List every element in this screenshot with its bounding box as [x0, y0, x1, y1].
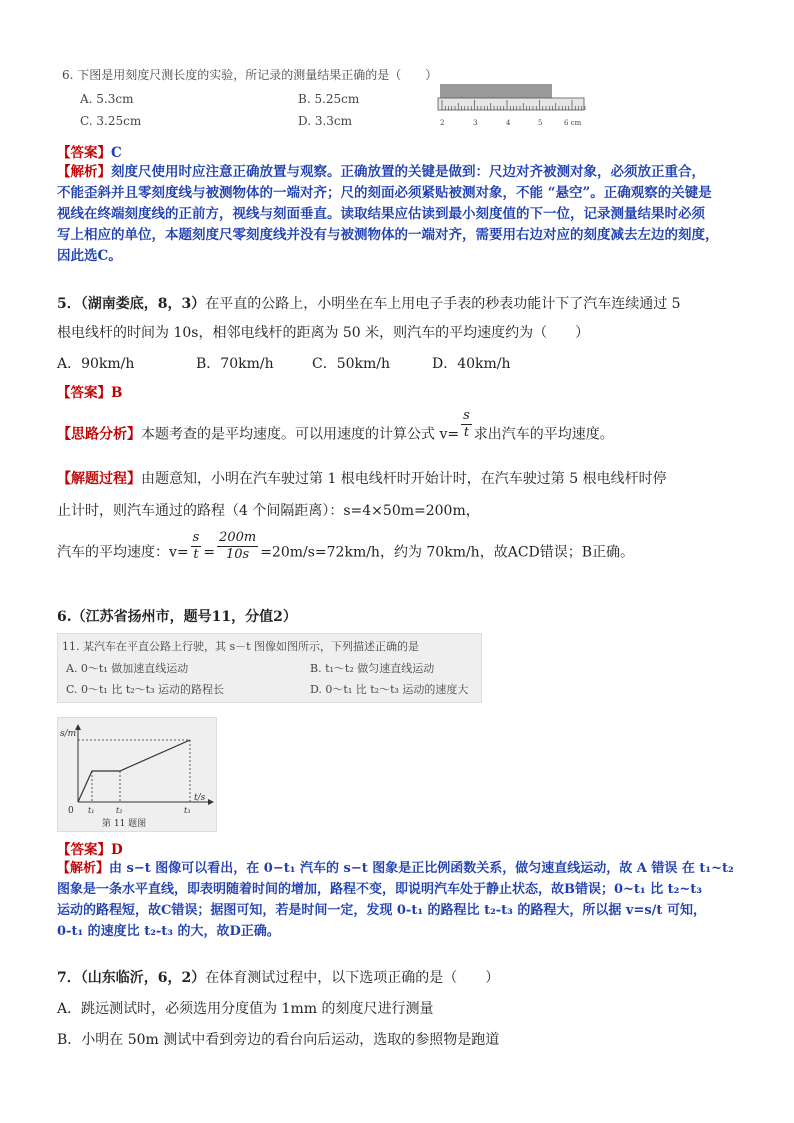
speed-suffix: =20m/s=72km/h，约为 70km/h，故ACD错误；B正确。 [260, 544, 635, 561]
x-axis-arrow-icon [208, 799, 214, 805]
q-prev-option-c: C. 3.25cm [80, 114, 142, 128]
q5-option-d: D．40km/h [432, 356, 511, 372]
answer-value: D [111, 842, 123, 858]
q7-option-a: A．跳远测试时，必须选用分度值为 1mm 的刻度尺进行测量 [57, 1001, 434, 1017]
q6-scan-box [57, 633, 482, 703]
measured-object [440, 84, 552, 98]
answer-value: C [111, 145, 122, 161]
q7-stem [57, 967, 757, 989]
y-axis-label: s/m [60, 729, 77, 739]
answer-label: 【答案】 [57, 145, 111, 161]
fraction-denominator: t [193, 547, 199, 562]
ruler-tick-label: 6 cm [564, 119, 582, 127]
idea-text: 本题考查的是平均速度。可以用速度的计算公式 v= [141, 426, 460, 443]
analysis-label: 【解析】 [57, 164, 111, 180]
ruler-tick-label: 2 [440, 119, 445, 127]
analysis-line: 视线在终端刻度线的正前方，视线与刻面垂直。读取结果应估读到最小刻度值的下一位，记录测量结果时必须 [57, 206, 705, 222]
idea-label: 【思路分析】 [57, 426, 141, 443]
tick-t1: t₁ [88, 806, 95, 815]
fraction-200m-10s [217, 530, 258, 563]
q6-scan-option-b: B. t₁～t₂ 做匀速直线运动 [310, 662, 435, 675]
analysis-label: 【解析】 [57, 861, 110, 876]
fraction-s-t [191, 530, 202, 563]
q5-stem-text: 在平直的公路上，小明坐在车上用电子手表的秒表功能计下了汽车连续通过 5 [205, 296, 681, 312]
q6-scan-option-a: A. 0～t₁ 做加速直线运动 [66, 662, 189, 675]
q5-stem-line2: 根电线杆的时间为 10s，相邻电线杆的距离为 50 米，则汽车的平均速度约为（ ） [57, 325, 590, 341]
tick-t2: t₂ [116, 806, 123, 815]
q-prev-stem: 6. 下图是用刻度尺测长度的实验，所记录的测量结果正确的是（ ） [62, 68, 438, 82]
q-prev-answer [57, 141, 122, 164]
q5-answer [57, 381, 122, 401]
answer-label: 【答案】 [57, 842, 111, 858]
q7-source: 7．（山东临沂，6，2） [57, 970, 206, 986]
ruler-tick-label: 3 [473, 119, 478, 127]
speed-prefix: 汽车的平均速度：v= [57, 544, 189, 561]
answer-label: 【答案】 [57, 385, 111, 401]
q5-option-a: A．90km/h [57, 356, 135, 372]
q5-option-c: C．50km/h [312, 356, 391, 372]
q5-stem-line1 [57, 293, 757, 315]
fraction-denominator: 10s [226, 547, 250, 562]
q6-scan-option-c: C. 0～t₁ 比 t₂～t₃ 运动的路程长 [66, 683, 224, 696]
analysis-line: 运动的路程短，故C错误；据图可知，若是时间一定，发现 0-t₁ 的路程比 t₂-t₃ 的路程大，所以据 v=s/t 可知， [57, 903, 706, 918]
q5-process-line1 [57, 468, 757, 490]
analysis-line: 写上相应的单位，本题刻度尺零刻度线并没有与被测物体的一端对齐，需要用右边对应的刻度减去左边的刻度， [57, 227, 719, 243]
analysis-line: 图象是一条水平直线，即表明随着时间的增加，路程不变，即说明汽车处于静止状态，故B错误；0~t₁ 比 t₂~t₃ [57, 882, 702, 897]
st-curve [78, 740, 190, 802]
fraction-numerator: s [192, 530, 200, 545]
q6-analysis [57, 858, 772, 942]
answer-value: B [111, 385, 123, 401]
q-prev-option-d: D. 3.3cm [298, 114, 353, 128]
q5-idea [57, 408, 757, 462]
q6-scan-stem: 11. 某汽车在平直公路上行驶，其 s－t 图像如图所示，下列描述正确的是 [62, 640, 420, 653]
graph-caption: 第 11 题图 [102, 819, 147, 829]
process-text: 由题意知，小明在汽车驶过第 1 根电线杆时开始计时，在汽车驶过第 5 根电线杆时停 [141, 471, 667, 487]
origin-label: 0 [68, 806, 74, 816]
q7-option-b: B．小明在 50m 测试中看到旁边的看台向后运动，选取的参照物是跑道 [57, 1032, 500, 1048]
q-prev-option-b: B. 5.25cm [298, 92, 360, 106]
q7-stem-text: 在体育测试过程中，以下选项正确的是（ ） [205, 970, 500, 986]
q5-option-b: B．70km/h [196, 356, 274, 372]
analysis-line: 因此选C。 [57, 248, 122, 264]
q6-scan-option-d: D. 0～t₁ 比 t₂～t₃ 运动的速度大 [310, 683, 469, 696]
ruler-figure [436, 80, 586, 130]
q5-process-line2: 止计时，则汽车通过的路程（4 个间隔距离）：s=4×50m=200m， [57, 503, 480, 519]
equals-sign: = [203, 544, 216, 561]
q-prev-option-a: A. 5.3cm [80, 92, 134, 106]
q-prev-analysis [57, 162, 757, 267]
tick-t3: t₃ [184, 806, 191, 815]
q6-source: 6.（江苏省扬州市，题号11，分值2） [57, 609, 297, 625]
formula-fraction [461, 408, 472, 441]
analysis-line: 0-t₁ 的速度比 t₂-t₃ 的大，故D正确。 [57, 924, 280, 939]
st-graph [58, 718, 216, 831]
q6-answer [57, 838, 123, 858]
idea-text-end: 求出汽车的平均速度。 [473, 426, 614, 443]
analysis-line: 由 s−t 图像可以看出，在 0−t₁ 汽车的 s−t 图象是正比例函数关系，做匀速直线运动，故 A 错误 在 t₁~t₂ [109, 861, 734, 876]
analysis-line: 刻度尺使用时应注意正确放置与观察。正确放置的关键是做到：尺边对齐被测对象，必须放正重合， [111, 164, 705, 180]
process-label: 【解题过程】 [57, 471, 141, 487]
fraction-numerator: s [463, 408, 470, 423]
q5-source: 5．（湖南娄底，8，3） [57, 296, 206, 312]
ruler-tick-label: 4 [506, 119, 511, 127]
x-axis-label: t/s [194, 793, 206, 803]
q6-graph-box [57, 717, 217, 832]
fraction-denominator: t [463, 425, 470, 440]
analysis-line: 不能歪斜并且零刻度线与被测物体的一端对齐；尺的刻面必须紧贴被测对象，不能 “悬空”。正确观察的关键是 [57, 185, 712, 201]
q5-speed-line [57, 530, 757, 569]
ruler-tick-label: 5 [538, 119, 543, 127]
fraction-numerator: 200m [219, 530, 257, 545]
